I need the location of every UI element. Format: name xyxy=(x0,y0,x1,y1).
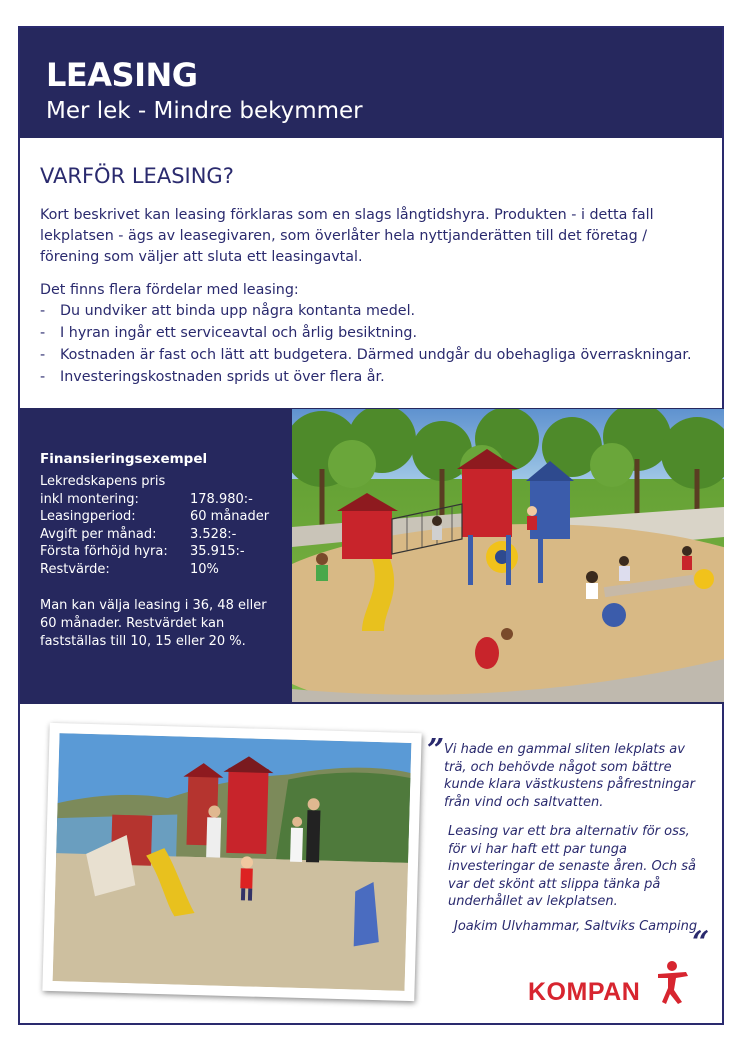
section-heading: VARFÖR LEASING? xyxy=(40,164,234,188)
financing-label: Första förhöjd hyra: xyxy=(40,544,168,559)
financing-label: Restvärde: xyxy=(40,561,110,577)
customer-photo xyxy=(42,723,421,1001)
financing-table xyxy=(40,473,269,578)
benefits-intro: Det finns flera fördelar med leasing: xyxy=(40,282,299,298)
financing-box xyxy=(20,409,292,702)
financing-row xyxy=(40,526,269,544)
header-banner xyxy=(20,28,722,138)
playground-render-image xyxy=(292,409,724,702)
benefits-list xyxy=(40,300,692,388)
quote-open-mark: ” xyxy=(427,733,445,768)
kompan-logo xyxy=(528,960,698,1010)
testimonial-paragraph-1: Vi hade en gammal sliten lekplats av trä, och behövde något som bättre kunde klara västkustens påfrestningar från vind och saltvatten. xyxy=(444,742,695,810)
logo-figure-icon xyxy=(654,960,694,1006)
financing-title: Finansieringsexempel xyxy=(40,451,208,467)
financing-note: Man kan välja leasing i 36, 48 eller 60 månader. Restvärdet kan fastställas till 10, 15 eller 20 %. xyxy=(40,598,267,649)
financing-row xyxy=(40,508,269,526)
benefit-item: - Kostnaden är fast och lätt att budgetera. Därmed undgår du obehagliga överraskningar. xyxy=(40,344,692,366)
financing-row xyxy=(40,543,269,561)
financing-value: 35.915:- xyxy=(190,544,245,559)
benefit-item: - Investeringskostnaden sprids ut över flera år. xyxy=(40,366,692,388)
financing-label: Avgift per månad: xyxy=(40,526,157,542)
page-subtitle: Mer lek - Mindre bekymmer xyxy=(46,98,363,124)
financing-value: 60 månader xyxy=(190,509,270,524)
financing-row xyxy=(40,491,269,509)
testimonial-attribution: Joakim Ulvhammar, Saltviks Camping xyxy=(454,919,698,934)
financing-value: 178.980:- xyxy=(190,491,253,507)
divider-bottom xyxy=(20,702,724,704)
page-title: LEASING xyxy=(46,56,198,94)
financing-label: Leasingperiod: xyxy=(40,509,136,524)
intro-paragraph: Kort beskrivet kan leasing förklaras som en slags långtidshyra. Produkten - i detta fall lekplatsen - ägs av leasegivaren, som överlåter hela nyttjanderätten till det företag / förening som väljer att sluta ett leasingavtal. xyxy=(40,207,654,265)
benefit-item: - I hyran ingår ett serviceavtal och årlig besiktning. xyxy=(40,322,692,344)
benefit-item: - Du undviker att binda upp några kontanta medel. xyxy=(40,300,692,322)
logo-wordmark: KOMPAN xyxy=(528,978,641,1006)
financing-value: 3.528:- xyxy=(190,526,237,542)
financing-value: 10% xyxy=(190,561,219,577)
financing-line: Lekredskapens pris xyxy=(40,474,166,489)
financing-row xyxy=(40,561,269,579)
testimonial-paragraph-2: Leasing var ett bra alternativ för oss, för vi har haft ett par tunga investeringar de senaste åren. Och så var det skönt att slippa tänka på underhållet av lekplatsen. xyxy=(448,824,696,909)
quote-close-mark: “ xyxy=(692,925,710,960)
financing-label: inkl montering: xyxy=(40,491,139,507)
